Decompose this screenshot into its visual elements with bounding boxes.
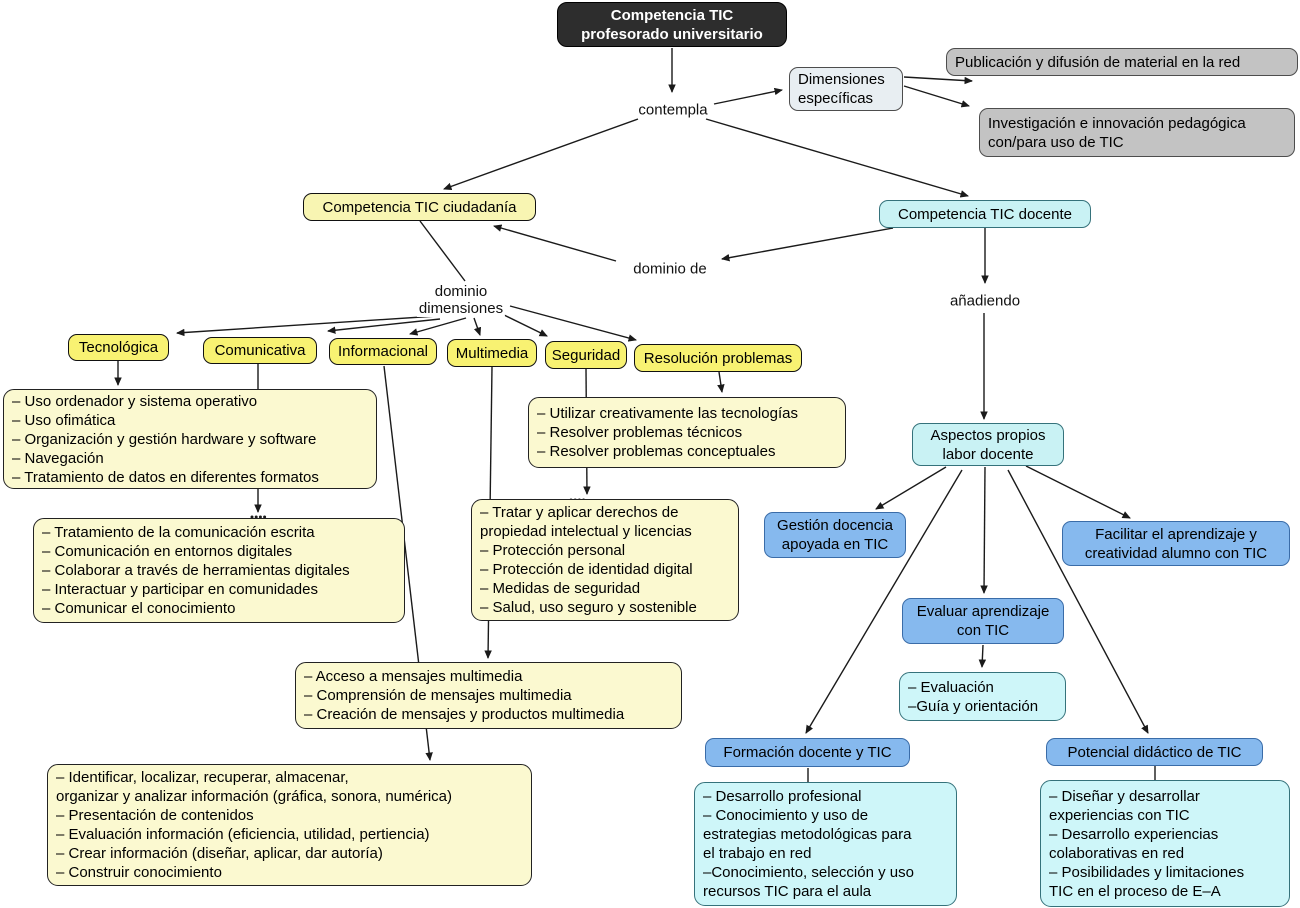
node-potencial-content[interactable] [1040, 780, 1290, 907]
linking-phrase-dominio-dimensiones[interactable] [417, 283, 505, 317]
node-investigacion-innovacion-line: con/para uso de TIC [988, 133, 1124, 151]
node-aspectos-labor-docente-line: Aspectos propios [930, 426, 1046, 444]
node-dimensiones-especificas-line: específicas [798, 90, 874, 107]
node-formacion-content-line: – Conocimiento y uso de [703, 807, 869, 824]
node-formacion-content-line: el trabajo en red [703, 845, 812, 862]
node-formacion-content[interactable] [694, 782, 957, 906]
node-resolucion-content[interactable] [528, 397, 846, 468]
node-potencial-content-line: experiencias con TIC [1049, 806, 1190, 824]
node-formacion-content-line: –Conocimiento, selección y uso [703, 864, 914, 881]
node-cat-comunicativa[interactable] [203, 337, 317, 364]
node-formacion-content-line: estrategias metodológicas para [703, 826, 912, 843]
node-gestion-docencia[interactable] [764, 512, 906, 558]
node-evaluar-aprendizaje-line: con TIC [956, 622, 1010, 639]
node-cat-multimedia[interactable] [447, 339, 537, 367]
node-evaluar-aprendizaje-line: Evaluar aprendizaje [916, 603, 1050, 620]
linking-phrase-anadiendo-line: añadiendo [949, 292, 1021, 310]
node-cat-tecnologica-line: Tecnológica [78, 339, 159, 356]
node-multimedia-content[interactable] [295, 662, 682, 729]
node-publicacion-difusion-line: Publicación y difusión de material en la red [955, 53, 1241, 71]
node-evaluar-aprendizaje[interactable] [902, 598, 1064, 644]
linking-phrase-contempla[interactable] [636, 102, 709, 119]
node-cat-resolucion[interactable] [634, 344, 802, 372]
node-potencial-didactico-line: Potencial didáctico de TIC [1067, 743, 1242, 761]
node-seguridad-content-line: – Medidas de seguridad [480, 580, 641, 597]
node-cat-informacional-line: Informacional [337, 343, 429, 360]
node-tecnologica-content-line: – Navegación [12, 449, 104, 467]
node-dimensiones-especificas[interactable] [789, 67, 903, 111]
node-cat-comunicativa-line: Comunicativa [214, 342, 306, 359]
node-potencial-content-line: – Diseñar y desarrollar [1049, 787, 1200, 805]
node-informacional-content-line: – Evaluación información (eficiencia, utilidad, pertiencia) [56, 826, 430, 843]
node-investigacion-innovacion-line: Investigación e innovación pedagógica [988, 114, 1246, 132]
linking-phrase-anadiendo[interactable] [948, 293, 1022, 310]
node-informacional-content-line: – Construir conocimiento [56, 864, 222, 881]
node-potencial-content-line: – Posibilidades y limitaciones [1049, 863, 1245, 881]
linking-phrase-dominio-de-line: dominio de [633, 260, 707, 278]
node-facilitar-aprendizaje-line: Facilitar el aprendizaje y [1095, 525, 1257, 543]
node-potencial-didactico[interactable] [1046, 738, 1263, 766]
node-formacion-content-line: recursos TIC para el aula [703, 883, 872, 900]
node-cat-tecnologica[interactable] [68, 334, 169, 361]
node-informacional-content-line: – Crear información (diseñar, aplicar, dar autoría) [56, 845, 383, 862]
linking-phrase-dominio-dimensiones-line: dominio [434, 283, 488, 300]
node-resolucion-content-line: – Resolver problemas conceptuales [537, 443, 776, 460]
node-tecnologica-content-line: – Tratamiento de datos en diferentes formatos [12, 468, 319, 486]
node-formacion-docente-line: Formación docente y TIC [723, 744, 892, 761]
node-facilitar-aprendizaje[interactable] [1062, 521, 1290, 566]
linking-phrase-contempla-line: contempla [638, 101, 708, 119]
node-multimedia-content-line: – Creación de mensajes y productos multimedia [304, 706, 625, 723]
node-cat-seguridad[interactable] [545, 341, 627, 369]
node-root-line: Competencia TIC [610, 6, 734, 24]
node-seguridad-content-line: propiedad intelectual y licencias [480, 523, 692, 540]
node-cat-seguridad-line: Seguridad [551, 346, 621, 364]
node-comunicativa-content-line: – Interactuar y participar en comunidades [42, 581, 318, 598]
node-aspectos-labor-docente-line: labor docente [942, 445, 1034, 463]
node-informacional-content[interactable] [47, 764, 532, 886]
node-root[interactable] [557, 2, 787, 47]
linking-phrase-dominio-dimensiones-line: dimensiones [418, 300, 504, 317]
node-tecnologica-content-line: – Uso ofimática [12, 411, 116, 429]
node-multimedia-content-line: – Acceso a mensajes multimedia [304, 668, 523, 685]
node-informacional-content-line: – Identificar, localizar, recuperar, almacenar, [56, 769, 349, 786]
node-gestion-docencia-line: Gestión docencia [777, 517, 893, 534]
node-informacional-content-line: – Presentación de contenidos [56, 807, 254, 824]
node-formacion-docente[interactable] [705, 738, 910, 767]
node-seguridad-content-line: – Salud, uso seguro y sostenible [480, 599, 697, 616]
node-comunicativa-content[interactable] [33, 518, 405, 623]
node-potencial-content-line: TIC en el proceso de E–A [1049, 882, 1221, 900]
node-resolucion-content-line: – Resolver problemas técnicos [537, 424, 743, 441]
node-competencia-docente[interactable] [879, 200, 1091, 228]
node-investigacion-innovacion[interactable] [979, 108, 1295, 157]
node-resolucion-content-line: – Utilizar creativamente las tecnologías [537, 405, 798, 422]
node-cat-informacional[interactable] [329, 338, 437, 365]
node-comunicativa-content-line: – Tratamiento de la comunicación escrita [42, 524, 315, 541]
node-competencia-ciudadania[interactable] [303, 193, 536, 221]
node-comunicativa-content-line: – Colaborar a través de herramientas digitales [42, 562, 350, 579]
node-competencia-ciudadania-line: Competencia TIC ciudadanía [322, 198, 517, 216]
node-facilitar-aprendizaje-line: creatividad alumno con TIC [1084, 544, 1268, 562]
node-publicacion-difusion[interactable] [946, 48, 1298, 76]
node-seguridad-content-line: – Protección de identidad digital [480, 561, 693, 578]
node-cat-resolucion-line: Resolución problemas [643, 349, 793, 367]
node-competencia-docente-line: Competencia TIC docente [898, 205, 1072, 223]
node-seguridad-content[interactable] [471, 499, 739, 621]
node-root-line: profesorado universitario [581, 25, 763, 43]
node-evaluacion-content-line: –Guía y orientación [908, 697, 1039, 715]
node-dimensiones-especificas-line: Dimensiones [798, 71, 885, 88]
node-cat-multimedia-line: Multimedia [455, 344, 529, 362]
node-potencial-content-line: colaborativas en red [1049, 844, 1185, 862]
node-comunicativa-content-line: – Comunicación en entornos digitales [42, 543, 293, 560]
node-gestion-docencia-line: apoyada en TIC [781, 536, 889, 553]
node-evaluacion-content[interactable] [899, 672, 1066, 721]
node-aspectos-labor-docente[interactable] [912, 423, 1064, 466]
node-formacion-content-line: – Desarrollo profesional [703, 788, 862, 805]
linking-phrase-dominio-de[interactable] [631, 261, 708, 278]
node-comunicativa-content-line: – Comunicar el conocimiento [42, 600, 236, 617]
node-multimedia-content-line: – Comprensión de mensajes multimedia [304, 687, 572, 704]
node-tecnologica-content[interactable] [3, 389, 377, 489]
node-tecnologica-content-line: – Uso ordenador y sistema operativo [12, 392, 258, 410]
node-potencial-content-line: – Desarrollo experiencias [1049, 825, 1219, 843]
node-evaluacion-content-line: – Evaluación [908, 678, 994, 696]
node-seguridad-content-line: – Tratar y aplicar derechos de [480, 504, 679, 521]
node-tecnologica-content-line: – Organización y gestión hardware y software [12, 430, 317, 448]
node-seguridad-content-line: – Protección personal [480, 542, 626, 559]
node-informacional-content-line: organizar y analizar información (gráfica, sonora, numérica) [56, 788, 453, 805]
